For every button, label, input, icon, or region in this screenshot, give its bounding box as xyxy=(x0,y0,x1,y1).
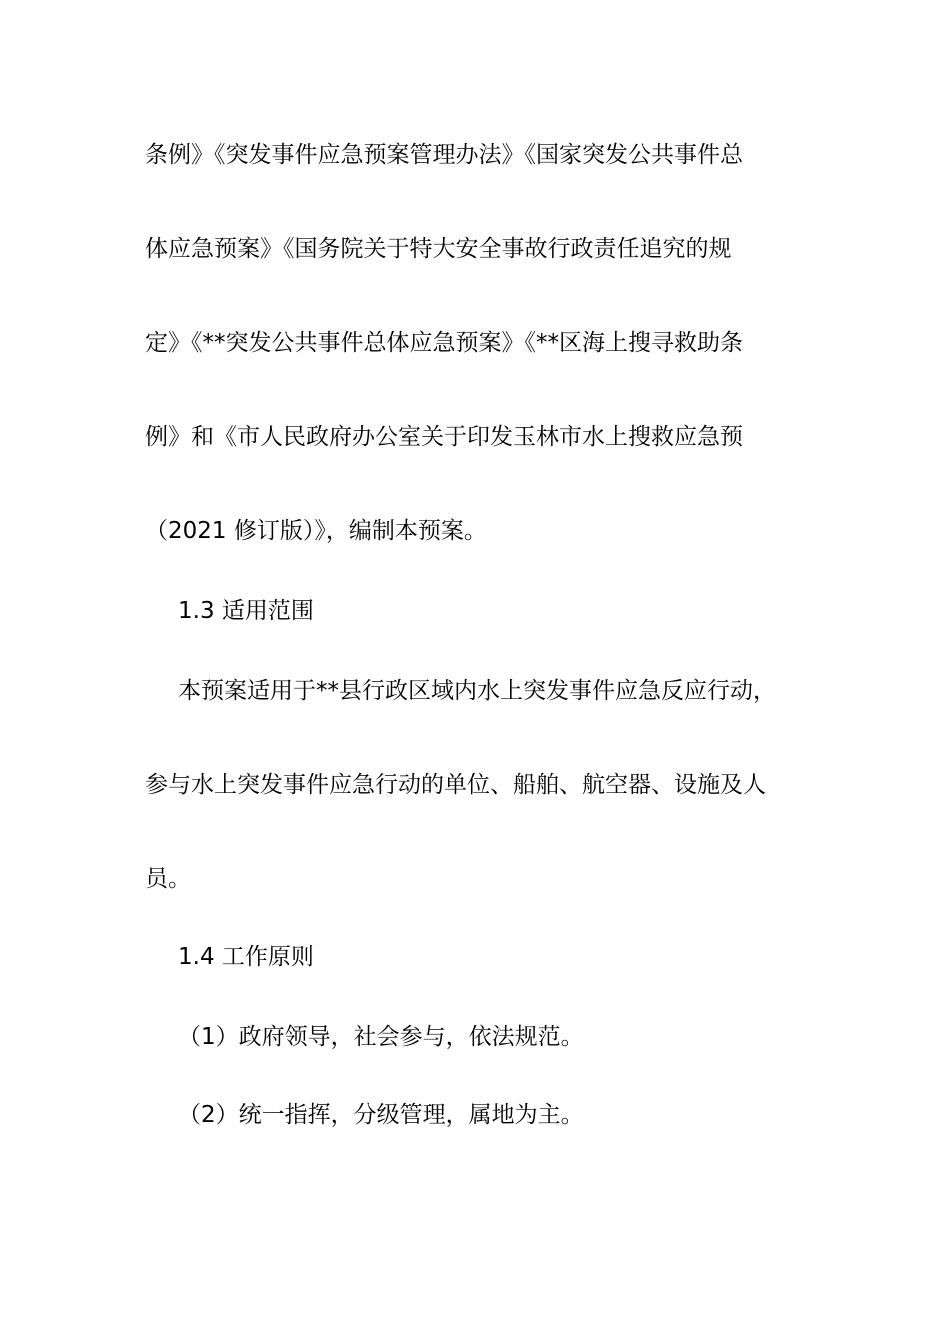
list-item: （2）统一指挥，分级管理，属地为主。 xyxy=(178,1102,584,1128)
section-heading-1-3: 1.3 适用范围 xyxy=(178,598,314,624)
paragraph-line: 参与水上突发事件应急行动的单位、船舶、航空器、设施及人 xyxy=(145,772,766,798)
paragraph-line: 员。 xyxy=(145,866,191,892)
paragraph-line: 定》《**突发公共事件总体应急预案》《**区海上搜寻救助条 xyxy=(145,330,743,356)
paragraph-line: （2021 修订版）》，编制本预案。 xyxy=(145,518,487,544)
paragraph-line: 条例》《突发事件应急预案管理办法》《国家突发公共事件总 xyxy=(145,142,743,168)
paragraph-line: 例》和《市人民政府办公室关于印发玉林市水上搜救应急预 xyxy=(145,424,743,450)
section-heading-1-4: 1.4 工作原则 xyxy=(178,944,314,970)
paragraph-line: 本预案适用于**县行政区域内水上突发事件应急反应行动， xyxy=(178,678,776,704)
list-item: （1）政府领导，社会参与，依法规范。 xyxy=(178,1024,584,1050)
paragraph-line: 体应急预案》《国务院关于特大安全事故行政责任追究的规 xyxy=(145,236,732,262)
